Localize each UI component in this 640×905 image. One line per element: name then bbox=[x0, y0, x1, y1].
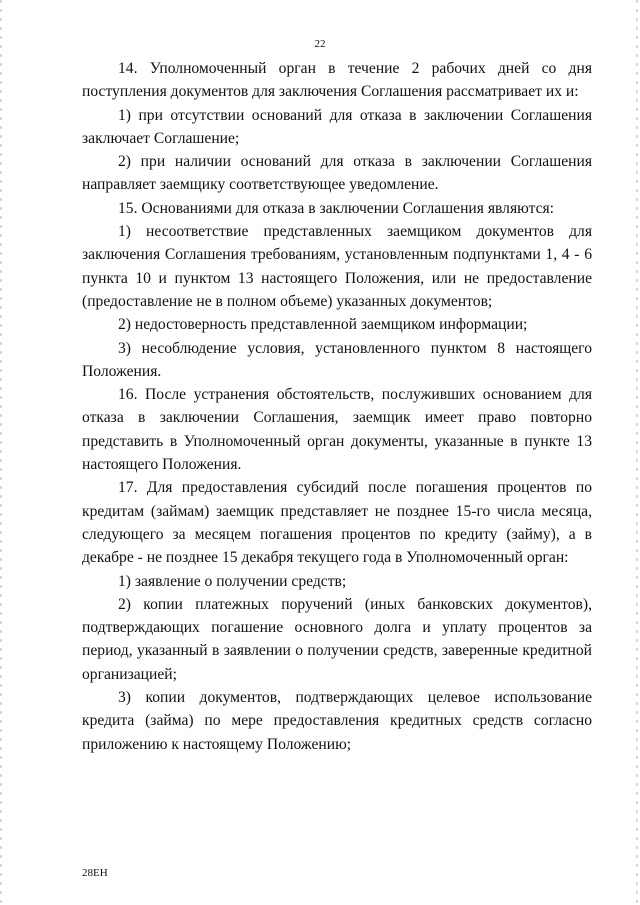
paragraph-14: 14. Уполномоченный орган в течение 2 рабочих дней со дня поступления документов для заключения Соглашения рассматривает их и: bbox=[82, 60, 592, 101]
page-number: 22 bbox=[314, 38, 326, 50]
paragraph-17-item-2: 2) копии платежных поручений (иных банковских документов), подтверждающих погашение основного долга и уплату процентов за период, указанный в заявлении о получении средств, заверенные кредитной организацией; bbox=[82, 595, 592, 683]
scan-edge-right bbox=[636, 0, 638, 905]
paragraph-14-item-2: 2) при наличии оснований для отказа в заключении Соглашения направляет заемщику соответствующее уведомление. bbox=[82, 153, 592, 194]
scan-edge-left bbox=[0, 0, 2, 905]
document-body bbox=[82, 57, 592, 756]
paragraph-17-item-1: 1) заявление о получении средств; bbox=[118, 572, 347, 590]
paragraph-17-item-3: 3) копии документов, подтверждающих целевое использование кредита (займа) по мере предоставления кредитных средств согласно приложению к настоящему Положению; bbox=[82, 689, 592, 753]
paragraph-14-item-1: 1) при отсутствии оснований для отказа в заключении Соглашения заключает Соглашение; bbox=[82, 106, 592, 147]
paragraph-17: 17. Для предоставления субсидий после погашения процентов по кредитам (займам) заемщик представляет не позднее 15-го числа месяца, следующего за месяцем погашения процентов по кредиту (займу), а в декабре - не позднее 15 декабря текущего года в Уполномоченный орган: bbox=[82, 479, 592, 567]
paragraph-16: 16. После устранения обстоятельств, послуживших основанием для отказа в заключении Соглашения, заемщик имеет право повторно представить в Уполномоченный орган документы, указанные в пункте 13 настоящего Положения. bbox=[82, 386, 592, 474]
footer-document-code: 28ЕН bbox=[82, 867, 108, 879]
paragraph-15: 15. Основаниями для отказа в заключении Соглашения являются: bbox=[118, 199, 555, 217]
paragraph-15-item-3: 3) несоблюдение условия, установленного пунктом 8 настоящего Положения. bbox=[82, 339, 592, 380]
paragraph-15-item-2: 2) недостоверность представленной заемщиком информации; bbox=[118, 316, 528, 334]
paragraph-15-item-1: 1) несоответствие представленных заемщиком документов для заключения Соглашения требованиям, установленным подпунктами 1, 4 - 6 пункта 10 и пунктом 13 настоящего Положения, или не предоставление (предоставление не в полном объеме) указанных документов; bbox=[82, 223, 592, 310]
